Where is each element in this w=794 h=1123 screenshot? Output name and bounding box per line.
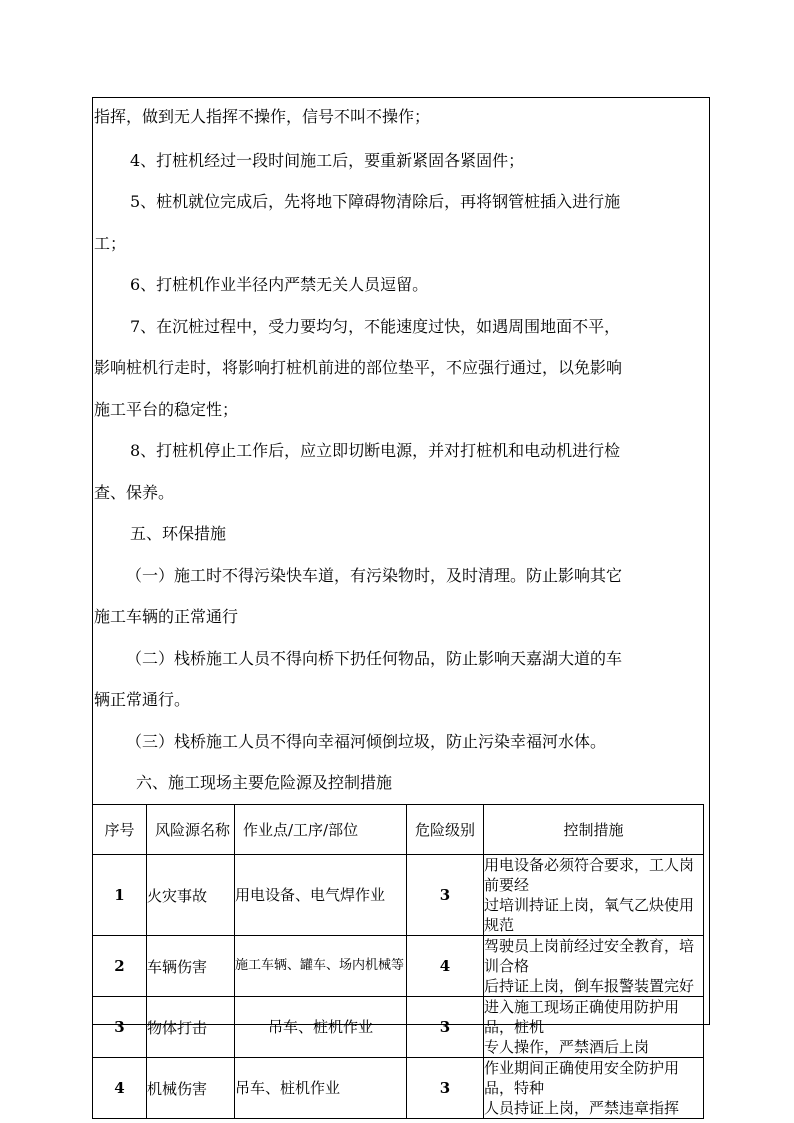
row-control-line: 人员持证上岗，严禁违章指挥 [484,1099,680,1117]
header-name: 风险源名称 [147,805,235,855]
row-level: 3 [407,1058,484,1119]
paragraph-line: 辆正常通行。 [94,690,191,709]
row-control-line: 作业期间正确使用安全防护用品，特种 [484,1059,680,1097]
row-control-line: 后持证上岗，倒车报警装置完好 [484,977,695,995]
table-row [93,936,704,997]
row-location: 施工车辆、罐车、场内机械等 [235,936,407,997]
row-level: 4 [407,936,484,997]
row-control-line: 进入施工现场正确使用防护用品，桩机 [484,998,680,1036]
header-level: 危险级别 [407,805,484,855]
section-heading: 五、环保措施 [130,524,227,543]
table-header-row [93,805,704,855]
paragraph-line: 施工平台的稳定性； [94,400,239,419]
row-hazard-name: 机械伤害 [147,1058,235,1119]
row-no: 3 [93,997,147,1058]
paragraph-line: 施工车辆的正常通行 [94,607,239,626]
table-row [93,1058,704,1119]
row-no: 1 [93,855,147,936]
row-hazard-name: 车辆伤害 [147,936,235,997]
header-location: 作业点/工序/部位 [235,805,407,855]
row-control-line: 过培训持证上岗，氧气乙炔使用规范 [484,896,695,934]
paragraph-line: 7、在沉桩过程中，受力要均匀，不能速度过快，如遇周围地面不平， [130,317,621,336]
paragraph-line: 6、打桩机作业半径内严禁无关人员逗留。 [130,275,429,294]
paragraph-line: 5、桩机就位完成后，先将地下障碍物清除后，再将钢管桩插入进行施 [130,192,621,211]
paragraph-line: （一）施工时不得污染快车道，有污染物时，及时清理。防止影响其它 [126,566,623,585]
paragraph-line: 工； [94,234,127,253]
row-location: 吊车、桩机作业 [235,997,407,1058]
hazard-table [92,804,704,1119]
row-level: 3 [407,997,484,1058]
paragraph-line: 指挥，做到无人指挥不操作，信号不叫不操作； [94,107,431,126]
paragraph-line: （三）栈桥施工人员不得向幸福河倾倒垃圾，防止污染幸福河水体。 [126,732,607,751]
paragraph-line: 影响桩机行走时，将影响打桩机前进的部位垫平，不应强行通过，以免影响 [94,358,623,377]
row-location: 用电设备、电气焊作业 [235,855,407,936]
paragraph-line: 查、保养。 [94,483,175,502]
row-control [484,855,704,936]
row-control [484,936,704,997]
row-control-line: 用电设备必须符合要求，工人岗前要经 [484,856,695,894]
paragraph-line: （二）栈桥施工人员不得向桥下扔任何物品，防止影响天嘉湖大道的车 [126,649,623,668]
table-row [93,997,704,1058]
row-location: 吊车、桩机作业 [235,1058,407,1119]
row-hazard-name: 火灾事故 [147,855,235,936]
header-control: 控制措施 [484,805,704,855]
row-control-line: 驾驶员上岗前经过安全教育，培训合格 [484,937,695,975]
row-hazard-name: 物体打击 [147,997,235,1058]
row-level: 3 [407,855,484,936]
table-row [93,855,704,936]
row-no: 4 [93,1058,147,1119]
row-no: 2 [93,936,147,997]
row-control [484,1058,704,1119]
paragraph-line: 4、打桩机经过一段时间施工后，要重新紧固各紧固件； [130,151,525,170]
paragraph-line: 8、打桩机停止工作后，应立即切断电源，并对打桩机和电动机进行检 [130,441,621,460]
row-control-line: 专人操作，严禁酒后上岗 [484,1038,650,1056]
row-control [484,997,704,1058]
header-no: 序号 [93,805,147,855]
section-heading: 六、施工现场主要危险源及控制措施 [136,773,393,792]
